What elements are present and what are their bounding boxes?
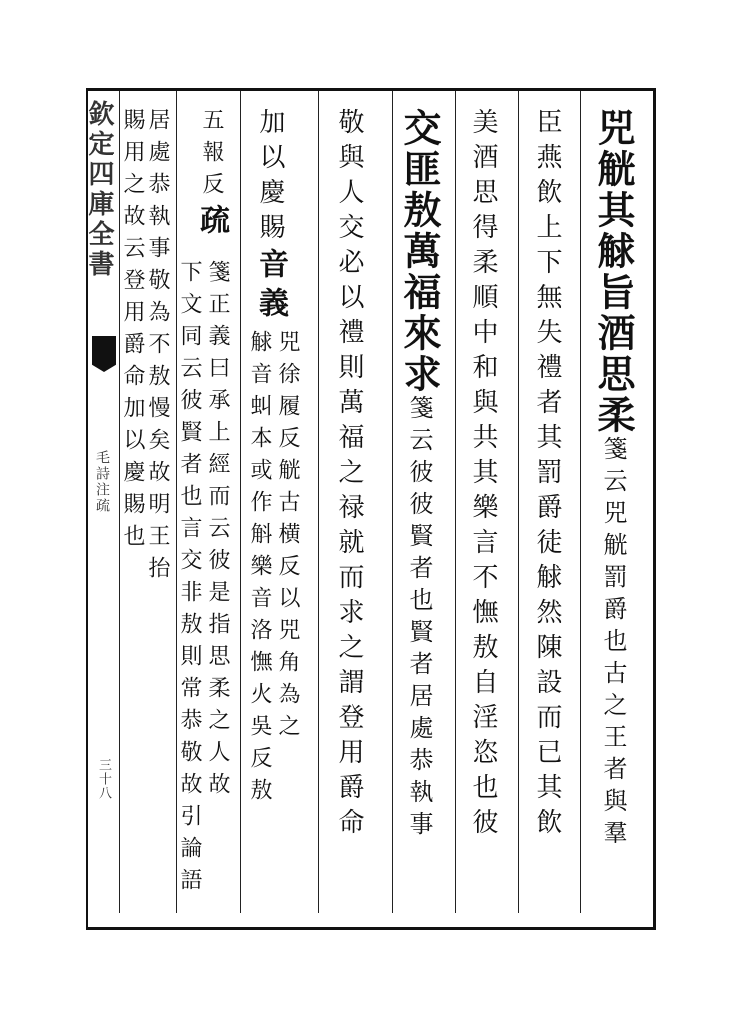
collection-title: 欽定四庫全書 (84, 100, 114, 280)
fishtail-mark (92, 336, 116, 372)
section-tag-yinyi: 音義 (253, 248, 288, 326)
annotation-left: 觩音虯本或作斛樂音洛憮火吳反敖 (247, 330, 272, 810)
text-column-4 (397, 108, 442, 918)
page-number: 三十八 (96, 758, 111, 800)
text-column-1 (591, 108, 636, 918)
text-column-2: 臣燕飲上下無失禮者其罰爵徒觩然陳設而已其飲 (532, 108, 562, 843)
text-column-9: 賜用之故云登用爵命加以慶賜也 (120, 108, 145, 556)
page-frame (86, 88, 656, 930)
text-column-8: 居處恭執事敬為不敖慢矣故明王抬 (145, 108, 170, 588)
column-rule (240, 91, 241, 913)
annotation-block-2 (178, 260, 228, 900)
column-rule (455, 91, 456, 913)
annotation-right: 兕徐履反觥古横反以兕角為之 (275, 330, 300, 746)
text-column-5: 敬與人交必以禮則萬福之禄就而求之謂登用爵命 (334, 108, 364, 843)
commentary-text: 五報反 (199, 108, 224, 204)
main-text: 兕觥其觩旨酒思柔 (591, 108, 636, 436)
column-rule (518, 91, 519, 913)
main-text: 交匪敖萬福來求 (397, 108, 442, 395)
column-rule (580, 91, 581, 913)
annotation-block-1 (248, 330, 298, 810)
commentary-text: 箋云彼彼賢者也賢者居處恭執事 (405, 395, 433, 843)
book-title: 毛詩注疏 (94, 450, 110, 514)
column-rule (392, 91, 393, 913)
commentary-text: 箋云兕觥罰爵也古之王者與羣 (599, 436, 627, 852)
column-rule (318, 91, 319, 913)
annotation-left: 下文同云彼賢者也言交非敖則常恭敬故引論語 (177, 260, 202, 900)
annotation-right: 箋正義曰承上經而云彼是指思柔之人故 (205, 260, 230, 804)
section-tag-shu: 疏 (194, 204, 229, 244)
commentary-text: 加以慶賜 (255, 108, 285, 248)
text-column-3: 美酒思得柔順中和與共其樂言不憮敖自淫恣也彼 (468, 108, 498, 843)
